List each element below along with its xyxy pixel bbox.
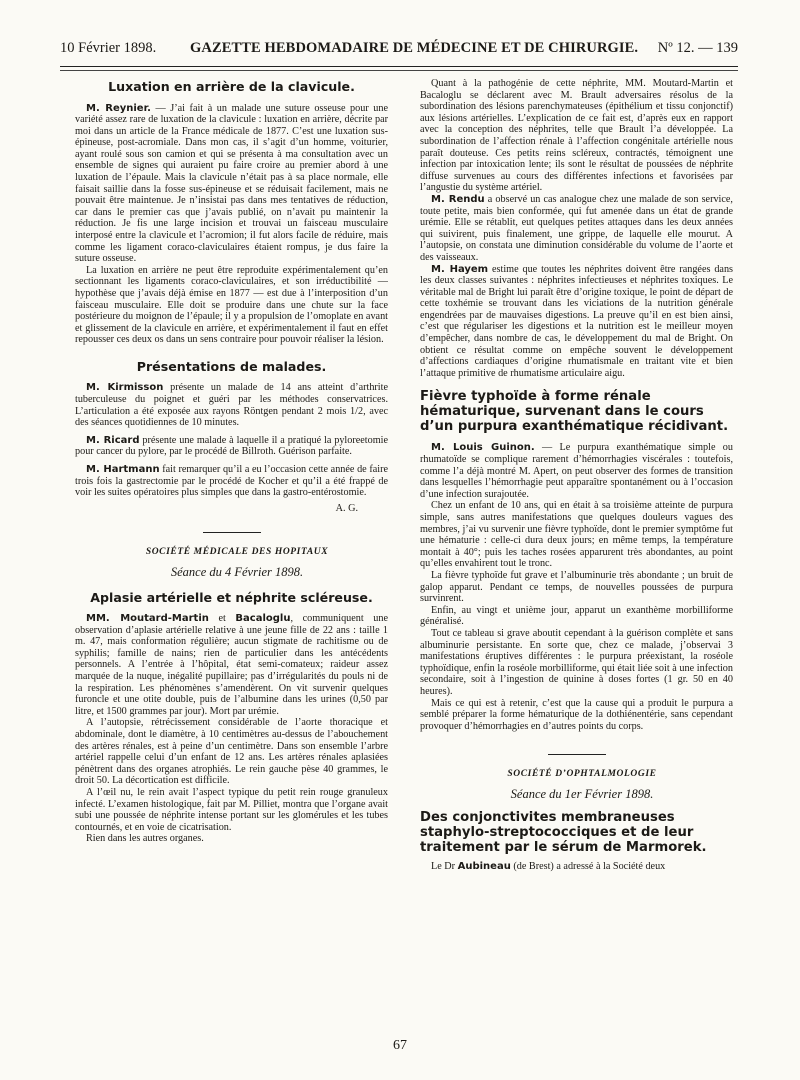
paragraph: A l’œil nu, le rein avait l’aspect typique du petit rein rouge granuleux infecté. L’examen histologique, fait par M. Pilliet, montra que l’organe avait subi une poussée de néphrite intense portant sur les glomérules et les tubes contournés, et en voie de cicatrisation. [75,787,388,833]
paragraph: Rien dans les autres organes. [86,833,204,845]
speaker-name: M. Ricard [86,434,140,446]
header-rule-thin [60,70,738,71]
speaker-name: Bacaloglu [235,613,291,625]
section-title-presentations: Présentations de malades. [136,358,327,374]
session-date: Séance du 1er Février 1898. [510,786,654,801]
paragraph: La fièvre typhoïde fut grave et l’albuminurie très abondante ; un bruit de galop apparut. Pendant ce temps, de nouvelles poussées de purpura survinrent. [420,569,733,605]
author-signature: A. G. [335,502,358,514]
paragraph: Le Dr Aubineau (de Brest) a adressé à la Société deux [431,861,666,873]
paragraph: M. Ricard présente une malade à laquelle il a pratiqué la pyloreetomie pour cancer du pylore, par le procédé de Billroth. Guérison parfaite. [75,434,388,458]
paragraph: M. Rendu a observé un cas analogue chez une malade de son service, toute petite, mais bien conformée, qui fut amenée dans un état de grande urémie. Elle se rétablit, eut quelques petites attaques dans les deux années qui suivirent, puis finalement, une grippe, de laquelle elle mourut. A l’autopsie, on constata une diminution considérable du volume de l’aorte et des vaisseaux. [420,193,733,263]
page-folio: 67 [393,1038,407,1053]
society-heading: SOCIÉTÉ D’OPHTALMOLOGIE [507,769,657,780]
society-heading: SOCIÉTÉ MÉDICALE DES HOPITAUX [145,547,329,558]
paragraph: M. Hartmann fait remarquer qu’il a eu l’occasion cette année de faire trois fois la gastrectomie par le procédé de Kocher et qu’il a été frappé de voir les suites opératoires plus simples que dans la gastro-entérostomie. [75,464,389,499]
right-column [420,78,733,873]
section-title-aplasie: Aplasie artérielle et néphrite scléreuse. [90,589,373,605]
paragraph: Enfin, au vingt et unième jour, apparut un exanthème morbilliforme généralisé. [420,604,733,628]
speaker-name: M. Reynier. [86,102,151,114]
paragraph: Mais ce qui est à retenir, c’est que la cause qui a produit le purpura a semblé préparer la forme hématurique de la dothiénentérie, sans cependant provoquer d’hémorrhagies en d’autres points du corps. [420,697,733,732]
paragraph: M. Louis Guinon. — Le purpura exanthématique simple ou rhumatoïde se complique rarement d’hémorrhagies viscérales : toutefois, comme l’a déjà montré M. Apert, on peut observer des formes de transition dans lesquelles l’hémorrhagie peut apparaître spontanément ou à l’occasion d’une infection surajoutée. [420,442,733,500]
paragraph: Chez un enfant de 10 ans, qui en était à sa troisième atteinte de purpura simple, sans autres manifestations que quelques douleurs vagues des membres, j’ai vu survenir une fièvre typhoïde, dont le premier symptôme fut une hématurie : celle-ci dura deux jours; en même temps, la température montait à 40°; puis les taches rosées apparurent très abondantes, au point qu’elles envahirent tout le tronc. [420,500,733,570]
speaker-name: M. Hayem [431,263,489,275]
speaker-name: M. Louis Guinon. [431,442,535,454]
journal-title: GAZETTE HEBDOMADAIRE DE MÉDECINE ET DE CHIRURGIE. [190,40,639,56]
running-header [60,38,738,62]
section-title-fievre: Fièvre typhoïde à forme rénale hématurique, survenant dans le cours d’un purpura exanthématique récidivant. [420,389,729,435]
issue-page-number: Nº 12. — 139 [657,40,738,56]
speaker-name: MM. Moutard-Martin [86,613,209,625]
paragraph: M. Reynier. — J’ai fait à un malade une suture osseuse pour une variété assez rare de luxation de la clavicule : luxation en arrière, décrite par moi dans un article de la France médicale de 1877. C’est une luxation sus-épineuse, post-acromiale. Dans mon cas, il s’agit d’un homme, voiturier, ayant roulé sous son camion et qui se présenta à ma consultation avec un ensemble de signes qui auraient pu faire croire au premier abord à une luxation de l’épaule. Mais la clavicule n’était pas à sa place normale, elle faisait saillie dans la fosse sus-épineuse et se réduisait facilement, mais ne pouvait être maintenue. Je n’insistai pas dans mes tentatives de réduction, car dans le premier cas que j’avais publié, on n’avait pu maintenir la réduction. Je fis une large incision et trouvai un faisceau musculaire interposé entre la clavicule et l’acromion; il fut alors facile de réduire, mais comme les ligament coraco-claviculaires étaient rompus, je dus faire la suture osseuse. [75,102,389,265]
left-column [75,76,388,845]
speaker-name: M. Hartmann [86,464,160,476]
section-title-conjonctivites: Des conjonctivites membraneuses staphylo-streptococciques et de leur traitement par le sérum de Marmorek. [420,810,707,856]
header-rule [60,66,738,67]
paragraph: Tout ce tableau si grave aboutit cependant à la guérison complète et sans albuminurie persistante. En sorte que, chez ce malade, j’observai 3 manifestations éruptives différentes : le purpura préexistant, la roséole typhoïdique, enfin la roséole morbilliforme, qui était liée soit à une infection secondaire, soit à l’ingestion de quinine à doses fortes (1 gr. 50 en 40 heures). [420,627,733,697]
speaker-name: M. Kirmisson [86,382,164,394]
session-date: Séance du 4 Février 1898. [170,565,304,579]
paragraph: M. Kirmisson présente un malade de 14 ans atteint d’arthrite tuberculeuse du poignet et guéri par les méthodes conservatrices. L’articulation a été exposée aux rayons Röntgen pendant 2 mois 1/2, avec des séances quotidiennes de 10 minutes. [75,382,388,429]
issue-date: 10 Février 1898. [60,40,157,56]
paragraph: M. Hayem estime que toutes les néphrites doivent être rangées dans les deux classes suivantes : néphrites infectieuses et néphrites toxiques. Le véritable mal de Bright lui paraît être d’origine toxique, le point de départ de cette toxhémie se trouvant dans les viciations de la nutrition générale engendrées par de mauvaises digestions. La preuve qu’il en est bien ainsi, c’est que régulariser les digestions et la nutrition est le meilleur moyen d’empêcher, dans nombre de cas, le développement du mal de Bright. On obtient ce résultat comme on empêche souvent le développement d’affections cardiaques d’origine rhumatismale en traitant vite et bien l’attaque primitive de rhumatisme articulaire aigu. [420,263,734,379]
speaker-name: Aubineau [457,861,511,873]
paragraph: A l’autopsie, rétrécissement considérable de l’aorte thoracique et abdominale, dont le diamètre, à 10 centimètres au-dessus de l’abouchement des artères rénales, est à peine d’un centimètre. Dans son ensemble l’arbre artériel rappelle celui d’un enfant de 12 ans. Les artères rénales aplasiées pénètrent dans des organes atrophiés. Le rein gauche pèse 40 grammes, le droit 50. La décortication est difficile. [75,717,388,787]
paragraph: MM. Moutard-Martin et Bacaloglu, communiquent une observation d’aplasie artérielle relative à une jeune fille de 22 ans : taille 1 m. 47, mais conformation régulière; aucun stigmate de rachitisme ou de syphilis; famille de nains; rien de particulier dans les antécédents personnels. A l’entrée à l’hôpital, état semi-comateux; raideur assez marquée de la nuque, inégalité pupillaire; pas d’irrégularités du pouls ni de la respiration. Les phénomènes s’amendèrent. On vit survenir quelques furoncle et une otite double, puis de l’albumine dans les urines (0,50 par litre, et 1500 grammes par jour). Mort par urémie. [75,613,388,717]
speaker-name: M. Rendu [431,193,485,205]
paragraph: La luxation en arrière ne peut être reproduite expérimentalement qu’en sectionnant les ligaments coraco-claviculaires, et son irréductibilité — hypothèse que j’avais déjà émise en 1877 — est due à l’interposition d’un faisceau musculaire. Elle doit se produire dans une chute sur la face postérieure du moignon de l’épaule; il y a propulsion de l’omoplate en avant et glissement de la clavicule en arrière, et expérimentalement il faut en effet repousser ces deux os dans un sens contraire pour pouvoir réaliser la lésion. [75,264,388,346]
paragraph: Quant à la pathogénie de cette néphrite, MM. Moutard-Martin et Bacaloglu se déclarent avec M. Brault adversaires résolus de la subordination des lésions parenchymateuses (épithélium et tissu conjonctif) aux lésions artérielles. L’explication de ce fait est, d’après eux en rapport avec la conception des néphrites, telle que Brault l’a développée. La subordination de l’affection rénale à l’affection congénitale artérielle nous paraît douteuse. Ces petits reins scléreux, contractés, témoignent une infection par intoxication lente; ils sont le résultat de poussées de néphrite diffuse survenues au cours des différentes infections et favorisées par l’angustie du système artériel. [420,78,733,194]
section-title-luxation: Luxation en arrière de la clavicule. [108,79,355,94]
